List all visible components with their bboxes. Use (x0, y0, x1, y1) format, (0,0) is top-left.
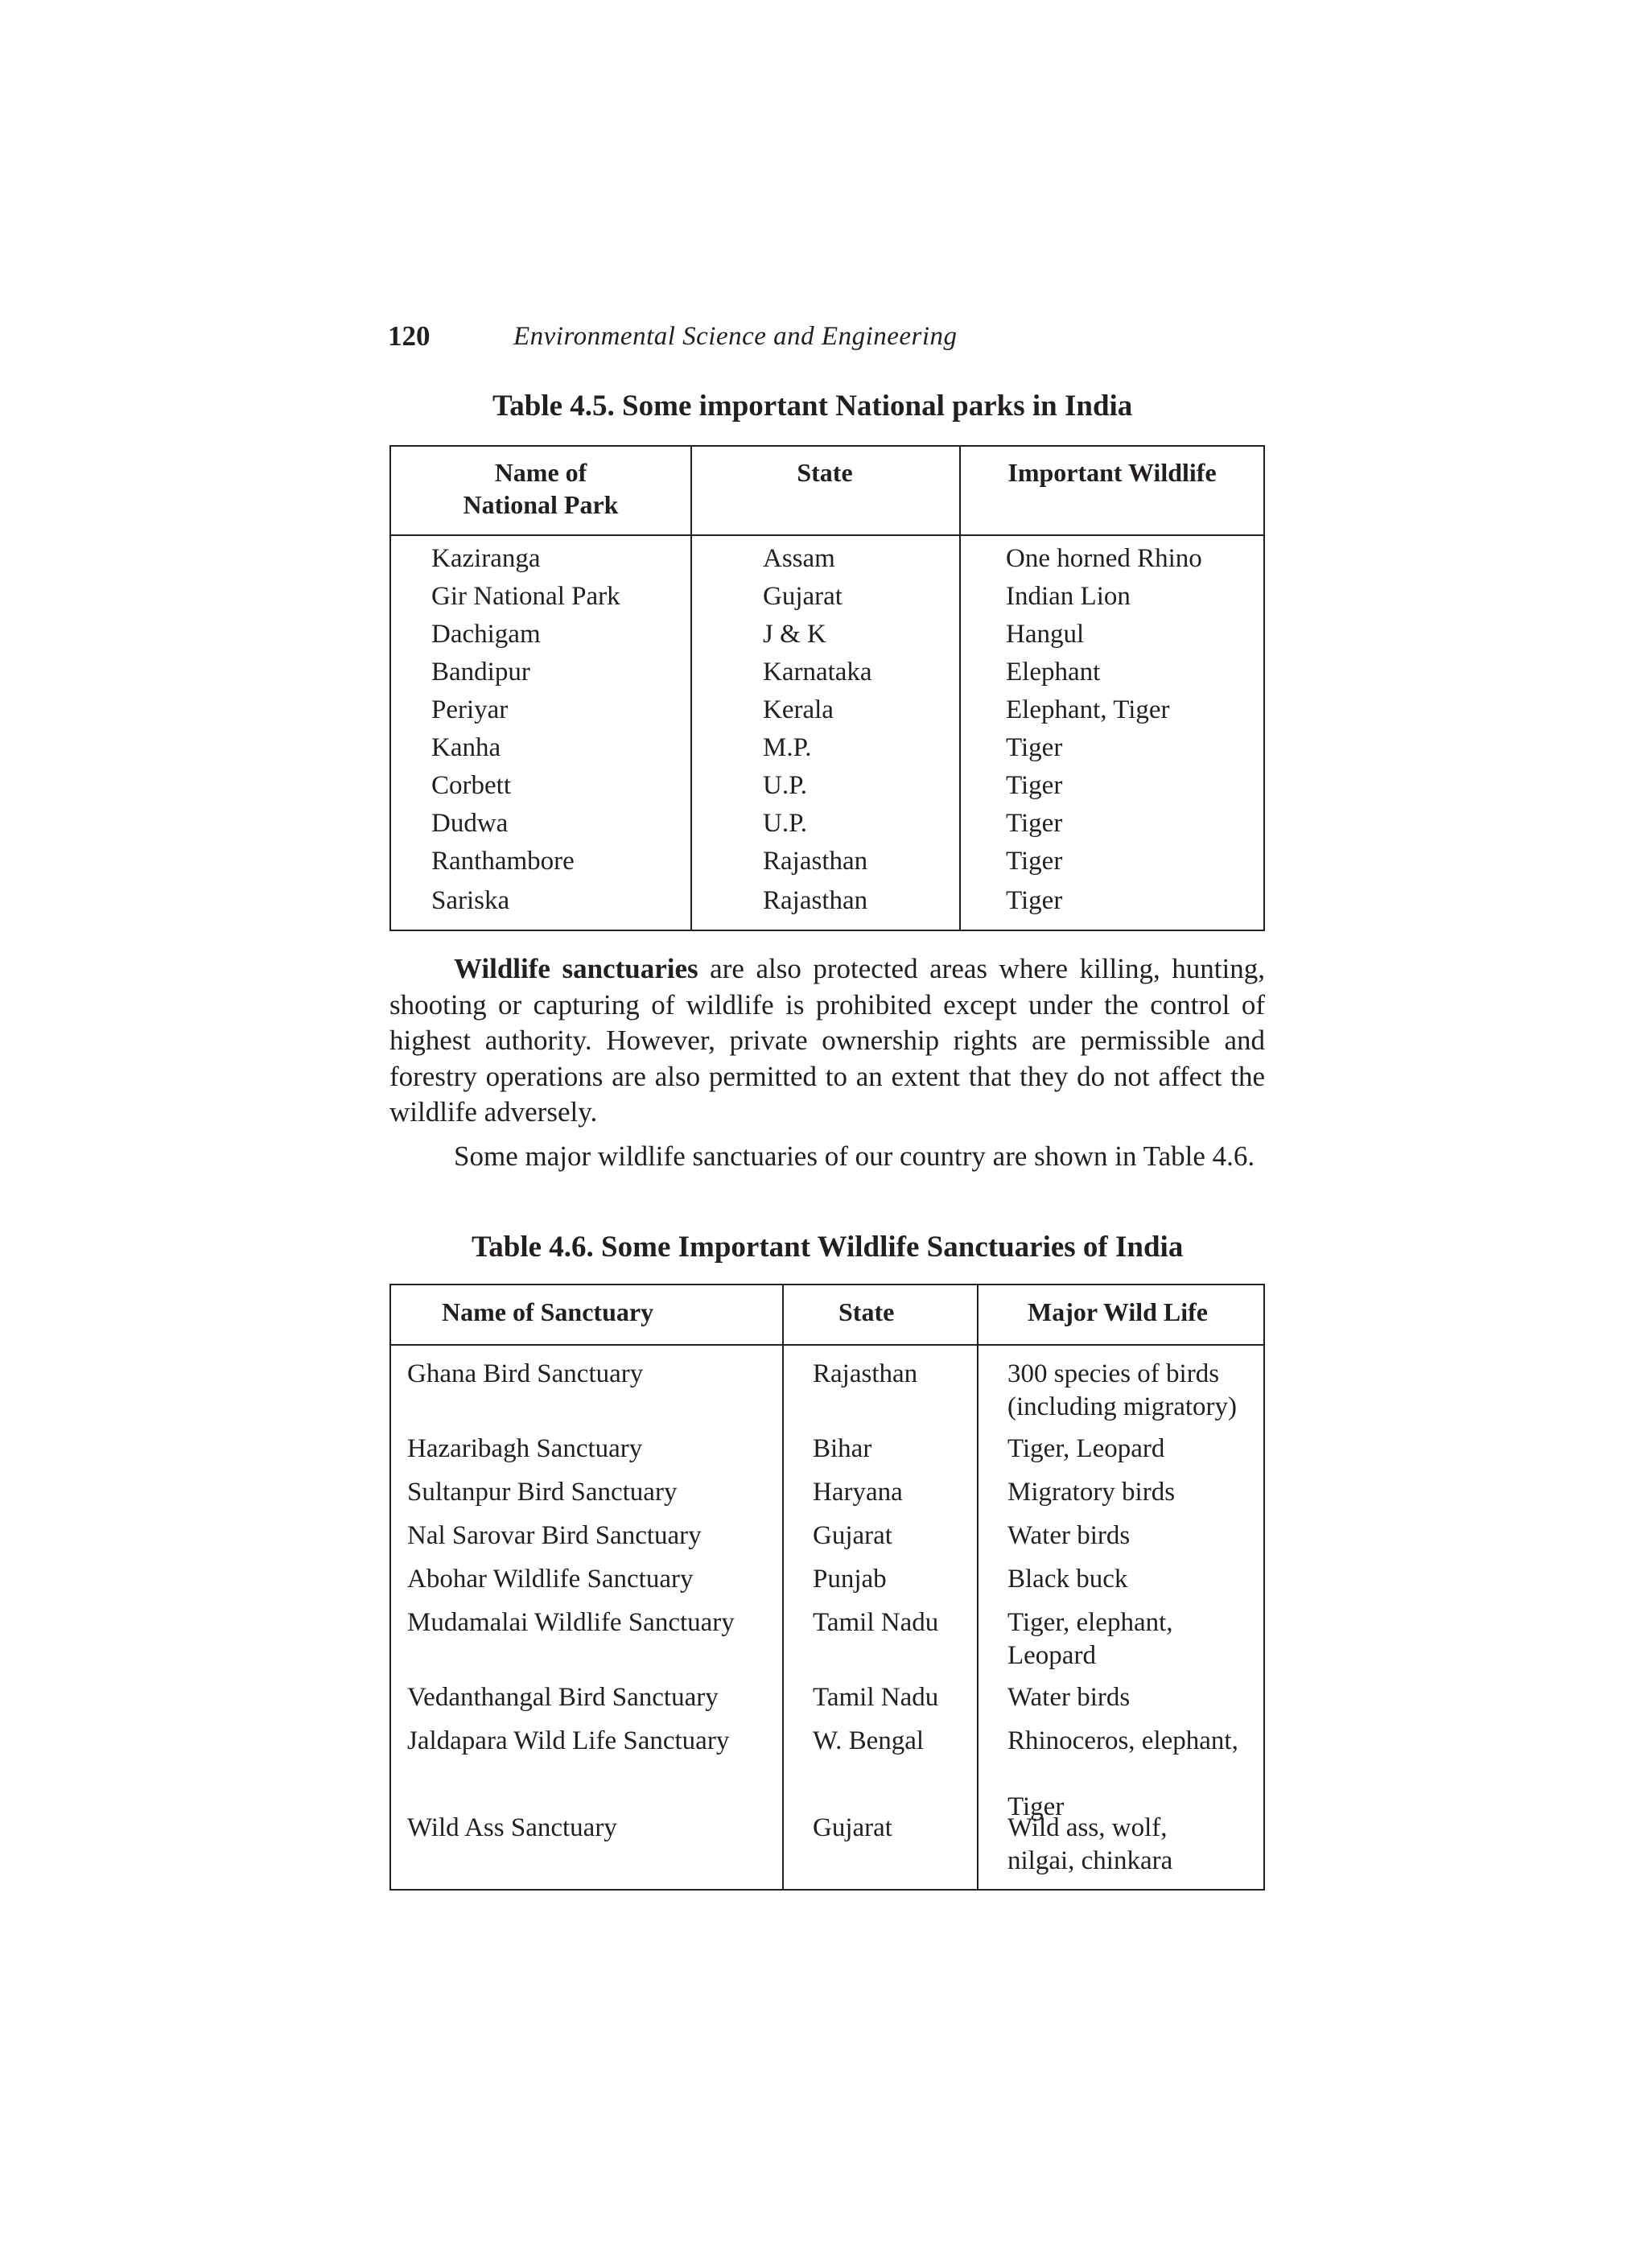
table-reference-paragraph: Some major wildlife sanctuaries of our country are shown in Table 4.6. (454, 1140, 1255, 1172)
header-state: State (797, 458, 853, 487)
sanctuary-name-cell: Wild Ass Sanctuary (407, 1813, 617, 1842)
term-wildlife-sanctuaries: Wildlife sanctuaries (454, 953, 698, 984)
header-divider (391, 534, 1263, 536)
header-name-of-national-park: Name of National Park (463, 458, 619, 519)
state-cell: Assam (763, 544, 835, 573)
major-wildlife-cell: Black buck (1007, 1565, 1128, 1594)
table-4-5-caption: Table 4.5. Some important National parks in India (492, 390, 1133, 423)
park-name-cell: Corbett (431, 771, 511, 800)
national-parks-rows (391, 540, 1263, 918)
major-wildlife-cell: Tiger, elephant, Leopard (1007, 1608, 1173, 1670)
column-divider (977, 1285, 978, 1889)
wildlife-cell: Tiger (1006, 886, 1063, 915)
wildlife-cell: Elephant (1006, 658, 1101, 687)
wildlife-cell: Indian Lion (1006, 582, 1131, 611)
running-head (388, 320, 1265, 361)
table-row (391, 578, 1263, 616)
sanctuary-name-cell: Vedanthangal Bird Sanctuary (407, 1683, 719, 1712)
state-cell: Gujarat (813, 1813, 892, 1842)
sanctuary-name-cell: Mudamalai Wildlife Sanctuary (407, 1608, 735, 1637)
header-important-wildlife: Important Wildlife (1007, 458, 1217, 487)
table-4-6-caption: Table 4.6. Some Important Wildlife Sanctuaries of India (472, 1231, 1184, 1264)
table-row (391, 843, 1263, 880)
wildlife-cell: Tiger (1006, 847, 1063, 876)
park-name-cell: Kaziranga (431, 544, 541, 573)
sanctuary-name-cell: Jaldapara Wild Life Sanctuary (407, 1726, 730, 1755)
state-cell: Rajasthan (813, 1359, 918, 1388)
sanctuaries-paragraph (389, 951, 1265, 1131)
sanctuary-name-cell: Ghana Bird Sanctuary (407, 1359, 644, 1388)
major-wildlife-cell: 300 species of birds (including migratory) (1007, 1359, 1238, 1421)
table-row (391, 882, 1263, 920)
wildlife-cell: Tiger (1006, 771, 1063, 800)
state-cell: U.P. (763, 771, 808, 800)
column-divider (782, 1285, 784, 1889)
park-name-cell: Dudwa (431, 809, 509, 838)
park-name-cell: Kanha (431, 733, 501, 762)
state-cell: Bihar (813, 1434, 872, 1463)
header-state: State (838, 1297, 895, 1326)
park-name-cell: Ranthambore (431, 847, 575, 876)
state-cell: U.P. (763, 809, 808, 838)
sanctuary-name-cell: Nal Sarovar Bird Sanctuary (407, 1521, 702, 1550)
park-name-cell: Sariska (431, 886, 510, 915)
wildlife-cell: Tiger (1006, 809, 1063, 838)
table-row (391, 729, 1263, 767)
state-cell: Punjab (813, 1565, 887, 1594)
state-cell: M.P. (763, 733, 812, 762)
header-divider (391, 1344, 1263, 1346)
wildlife-cell: Hangul (1006, 620, 1085, 649)
sanctuary-name-cell: Hazaribagh Sanctuary (407, 1434, 643, 1463)
sanctuary-name-cell: Abohar Wildlife Sanctuary (407, 1565, 694, 1594)
table-row (391, 767, 1263, 805)
major-wildlife-cell: Rhinoceros, elephant, Tiger (1007, 1726, 1238, 1821)
major-wildlife-cell: Migratory birds (1007, 1478, 1176, 1507)
state-cell: Rajasthan (763, 886, 868, 915)
wildlife-cell: Elephant, Tiger (1006, 695, 1170, 724)
state-cell: Tamil Nadu (813, 1608, 939, 1637)
state-cell: W. Bengal (813, 1726, 925, 1755)
table-row (391, 805, 1263, 843)
table-row (391, 540, 1263, 578)
state-cell: Kerala (763, 695, 834, 724)
state-cell: Karnataka (763, 658, 872, 687)
state-cell: Gujarat (813, 1521, 892, 1550)
header-name-of-sanctuary: Name of Sanctuary (442, 1297, 654, 1326)
wildlife-sanctuaries-table (389, 1284, 1265, 1891)
park-name-cell: Periyar (431, 695, 509, 724)
major-wildlife-cell: Water birds (1007, 1521, 1131, 1550)
park-name-cell: Gir National Park (431, 582, 620, 611)
state-cell: Rajasthan (763, 847, 868, 876)
state-cell: Haryana (813, 1478, 903, 1507)
page-number: 120 (388, 320, 431, 352)
table-row (391, 654, 1263, 691)
state-cell: J & K (763, 620, 826, 649)
table-row (391, 691, 1263, 729)
sanctuaries-paragraph-text: are also protected areas where killing, hunting, shooting or capturing of wildlife is prohibited except under the control of highest authority. However, private ownership rights are permissible and forestry operations are also permitted to an extent that they do not affect the wildlife adversely. (389, 953, 1265, 1128)
major-wildlife-cell: Wild ass, wolf, nilgai, chinkara (1007, 1813, 1173, 1875)
major-wildlife-cell: Water birds (1007, 1683, 1131, 1712)
wildlife-cell: Tiger (1006, 733, 1063, 762)
park-name-cell: Dachigam (431, 620, 541, 649)
major-wildlife-cell: Tiger, Leopard (1007, 1434, 1165, 1463)
national-parks-table (389, 445, 1265, 931)
header-major-wild-life: Major Wild Life (1028, 1297, 1208, 1326)
wildlife-cell: One horned Rhino (1006, 544, 1202, 573)
sanctuary-name-cell: Sultanpur Bird Sanctuary (407, 1478, 678, 1507)
book-title: Environmental Science and Engineering (513, 322, 958, 351)
state-cell: Tamil Nadu (813, 1683, 939, 1712)
park-name-cell: Bandipur (431, 658, 530, 687)
table-row (391, 616, 1263, 654)
state-cell: Gujarat (763, 582, 843, 611)
